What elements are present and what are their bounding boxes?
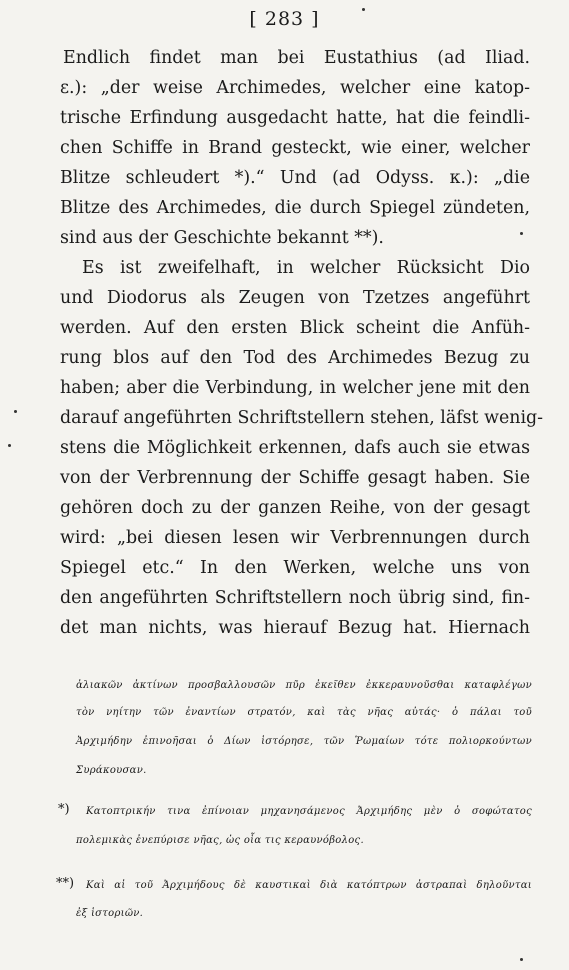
greek-quote-line: ἁλιακῶν ἀκτίνων προσβαλλουσῶν πῦρ ἐκεῖθεν ἐκκεραυνοῦσθαι καταφλέγων <box>76 680 532 691</box>
body-line: haben; aber die Verbindung, in welcher jene mit den <box>60 378 530 398</box>
scan-speck <box>362 8 365 11</box>
footnote-line: πολεμικὰς ἐνεπύρισε νῆας, ὡς οἷα τις κεραυνόβολος. <box>76 835 364 846</box>
footnote-line: ἐξ ἱστοριῶν. <box>76 908 144 919</box>
body-line: darauf angeführten Schriftstellern stehen, läfst wenig- <box>60 408 544 428</box>
page-number: [ 283 ] <box>249 8 320 30</box>
body-line: stens die Möglichkeit erkennen, dafs auch sie etwas <box>60 438 530 458</box>
body-line: chen Schiffe in Brand gesteckt, wie einer, welcher <box>60 138 530 158</box>
body-line: det man nichts, was hierauf Bezug hat. Hiernach <box>60 618 530 638</box>
body-line: von der Verbrennung der Schiffe gesagt haben. Sie <box>60 468 530 488</box>
greek-quote-line: τὸν νηίτην τῶν ἐναντίων στρατόν, καὶ τὰς νῆας αὐτάς· ὁ πάλαι τοῦ <box>76 707 532 718</box>
body-line: wird: „bei diesen lesen wir Verbrennungen durch <box>60 528 530 548</box>
body-line: Spiegel etc.“ In den Werken, welche uns von <box>60 558 530 578</box>
footnote-marker: *) <box>58 802 70 817</box>
body-line: Blitze schleudert *).“ Und (ad Odyss. κ.): „die <box>60 168 530 188</box>
scan-speck <box>520 232 523 235</box>
scan-speck <box>8 444 11 447</box>
body-line: Endlich findet man bei Eustathius (ad Iliad. <box>63 48 530 68</box>
body-line: werden. Auf den ersten Blick scheint die Anfüh- <box>60 318 530 338</box>
greek-quote-line: Ἀρχιμήδην ἐπινοῆσαι ὁ Δίων ἱστόρησε, τῶν Ῥωμαίων τότε πολιορκούντων <box>76 736 532 747</box>
footnote-marker: **) <box>56 876 75 891</box>
body-line: trische Erfindung ausgedacht hatte, hat die feindli- <box>60 108 530 128</box>
greek-quote-line: Συράκουσαν. <box>76 765 147 776</box>
body-line: sind aus der Geschichte bekannt **). <box>60 228 384 248</box>
body-line: gehören doch zu der ganzen Reihe, von der gesagt <box>60 498 530 518</box>
body-line: Es ist zweifelhaft, in welcher Rücksicht Dio <box>82 258 530 278</box>
body-line: ε.): „der weise Archimedes, welcher eine katop- <box>60 78 530 98</box>
footnote-line: Κατοπτρικήν τινα ἐπίνοιαν μηχανησάμενος Ἀρχιμήδης μὲν ὁ σοφώτατος <box>86 806 532 817</box>
footnote-line: Καὶ αἱ τοῦ Ἀρχιμήδους δὲ καυστικαὶ διὰ κατόπτρων ἀστραπαὶ δηλοῦνται <box>86 880 532 891</box>
body-line: und Diodorus als Zeugen von Tzetzes angeführt <box>60 288 530 308</box>
scan-speck <box>14 410 17 413</box>
scan-speck <box>520 958 523 961</box>
body-line: den angeführten Schriftstellern noch übrig sind, fin- <box>60 588 530 608</box>
body-line: rung blos auf den Tod des Archimedes Bezug zu <box>60 348 530 368</box>
body-line: Blitze des Archimedes, die durch Spiegel zündeten, <box>60 198 530 218</box>
